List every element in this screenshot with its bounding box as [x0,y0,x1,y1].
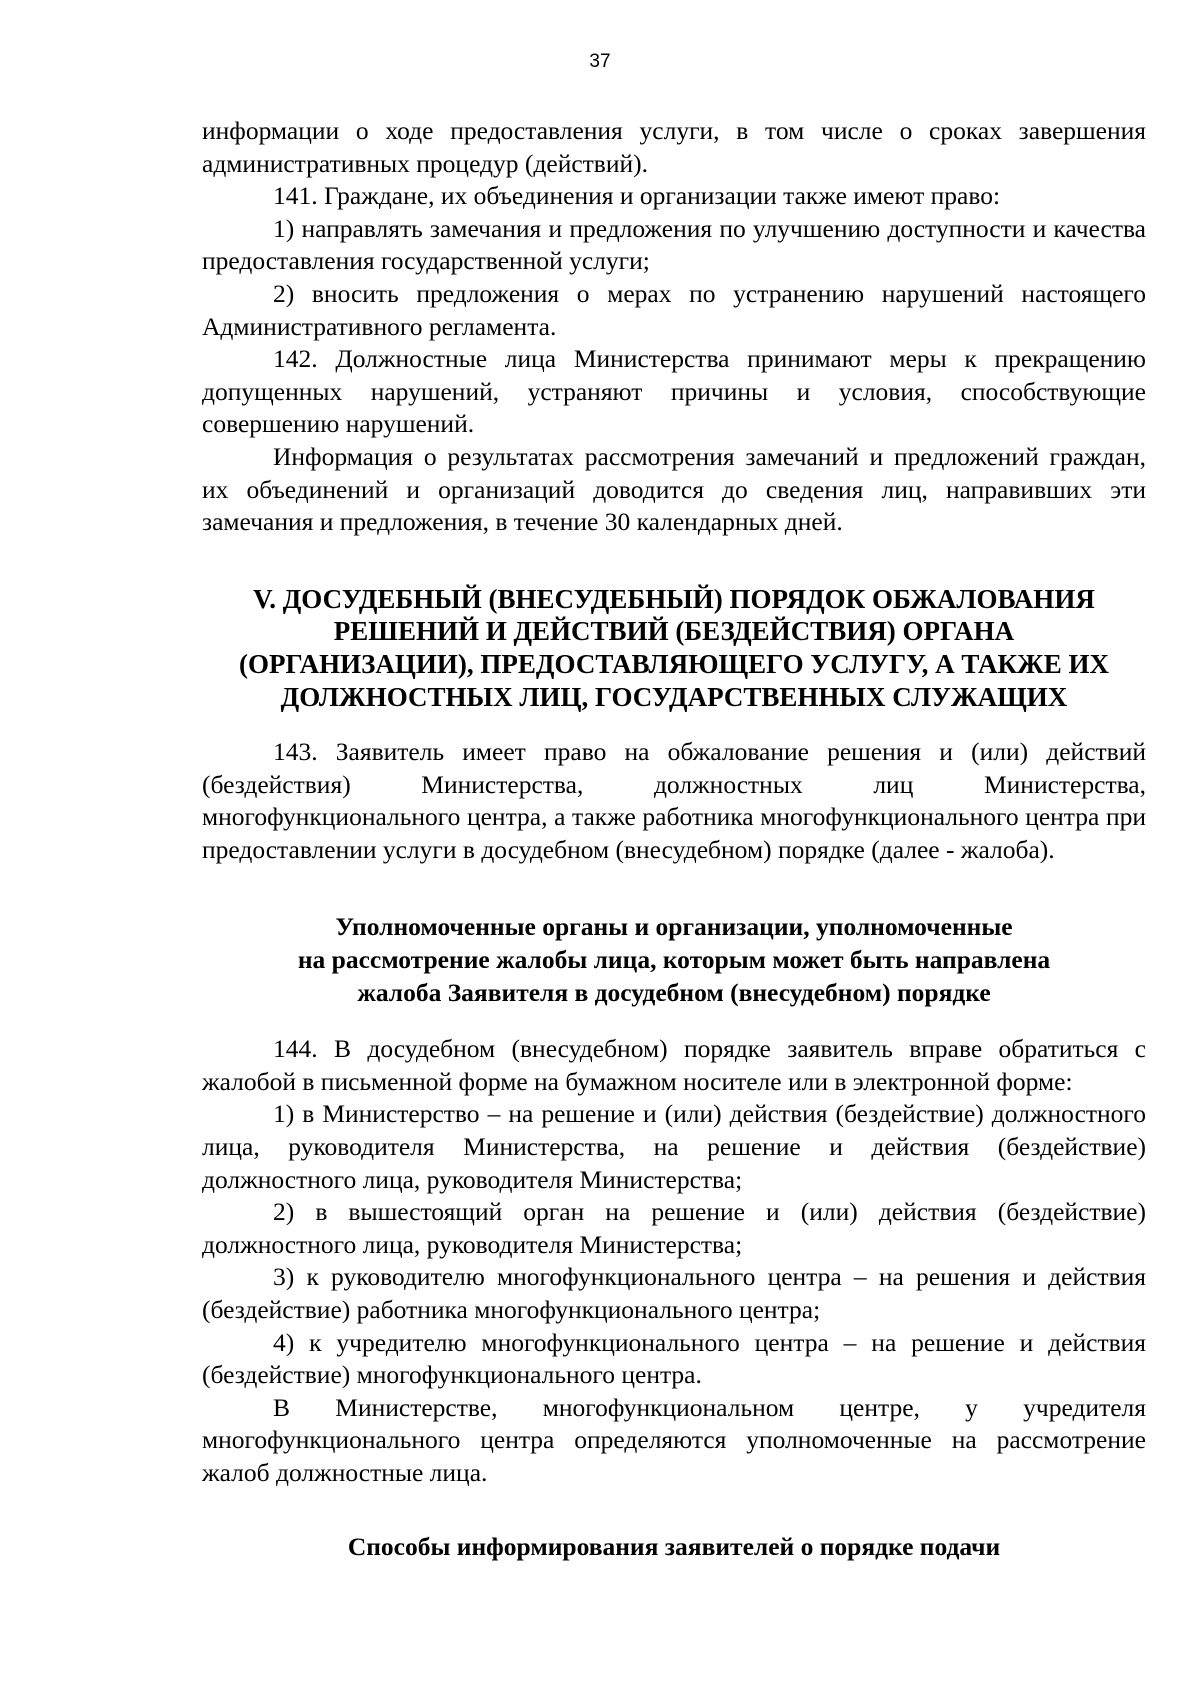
paragraphs-144 [202,1033,1146,1489]
p-144-4: 4) к учредителю многофункционального центра – на решение и действия (бездействие) многофункционального центра. [202,1327,1146,1390]
section-heading-line: V. ДОСУДЕБНЫЙ (ВНЕСУДЕБНЫЙ) ПОРЯДОК ОБЖАЛОВАНИЯ [253,583,1095,614]
section-heading [202,583,1146,713]
p-144-2: 2) в вышестоящий орган на решение и (или) действия (бездействие) должностного лица, руководителя Министерства; [202,1197,1146,1259]
subheading-line: на рассмотрение жалобы лица, которым может быть направлена [297,945,1051,975]
p-cont: информации о ходе предоставления услуги, в том числе о сроках завершения административных процедур (действий). [202,116,1146,178]
p-144-1: 1) в Министерство – на решение и (или) действия (бездействие) должностного лица, руководителя Министерства, на решение и действия (бездействие) должностного лица, руководителя Министерства; [202,1099,1146,1194]
p-144-3: 3) к руководителю многофункционального центра – на решения и действия (бездействие) работника многофункционального центра; [202,1262,1146,1324]
subheading-authorized-bodies [202,911,1146,1009]
document-body [202,115,1146,1587]
p-141-2: 2) вносить предложения о мерах по устранению нарушений настоящего Административного регламента. [202,278,1146,341]
page-number: 37 [589,51,611,72]
subheading-informing-methods: Способы информирования заявителей о порядке подачи [347,1531,1001,1561]
paragraph-143: 143. Заявитель имеет право на обжалование решения и (или) действий (бездействия) Министерства, должностных лиц Министерства, многофункционального центра, а также работника многофункционального центра при предоставлении услуги в досудебном (внесудебном) порядке (далее - жалоба). [202,737,1146,864]
section-heading-line: (ОРГАНИЗАЦИИ), ПРЕДОСТАВЛЯЮЩЕГО УСЛУГУ, А ТАКЖЕ ИХ [238,648,1110,679]
section-heading-line: ДОЛЖНОСТНЫХ ЛИЦ, ГОСУДАРСТВЕННЫХ СЛУЖАЩИХ [280,681,1068,712]
p-142: 142. Должностные лица Министерства принимают меры к прекращению допущенных нарушений, устраняют причины и условия, способствующие совершению нарушений. [202,344,1146,439]
section-heading-line: РЕШЕНИЙ И ДЕЙСТВИЙ (БЕЗДЕЙСТВИЯ) ОРГАНА [333,616,1015,647]
p-141-1: 1) направлять замечания и предложения по улучшению доступности и качества предоставления государственной услуги; [202,213,1146,276]
p-141: 141. Граждане, их объединения и организации также имеют право: [273,181,1001,211]
subheading-line: жалоба Заявителя в досудебном (внесудебном) порядке [357,977,991,1007]
p-144-info: В Министерстве, многофункциональном центре, у учредителя многофункционального центра определяются уполномоченные на рассмотрение жалоб должностные лица. [202,1392,1146,1487]
subheading-line: Уполномоченные органы и организации, уполномоченные [335,912,1013,942]
p-144: 144. В досудебном (внесудебном) порядке заявитель вправе обратиться с жалобой в письменной форме на бумажном носителе или в электронной форме: [202,1034,1146,1096]
p-142-info: Информация о результатах рассмотрения замечаний и предложений граждан, их объединений и организаций доводится до сведения лиц, направивших эти замечания и предложения, в течение 30 календарных дней. [202,441,1146,537]
paragraphs-top [202,115,1146,539]
